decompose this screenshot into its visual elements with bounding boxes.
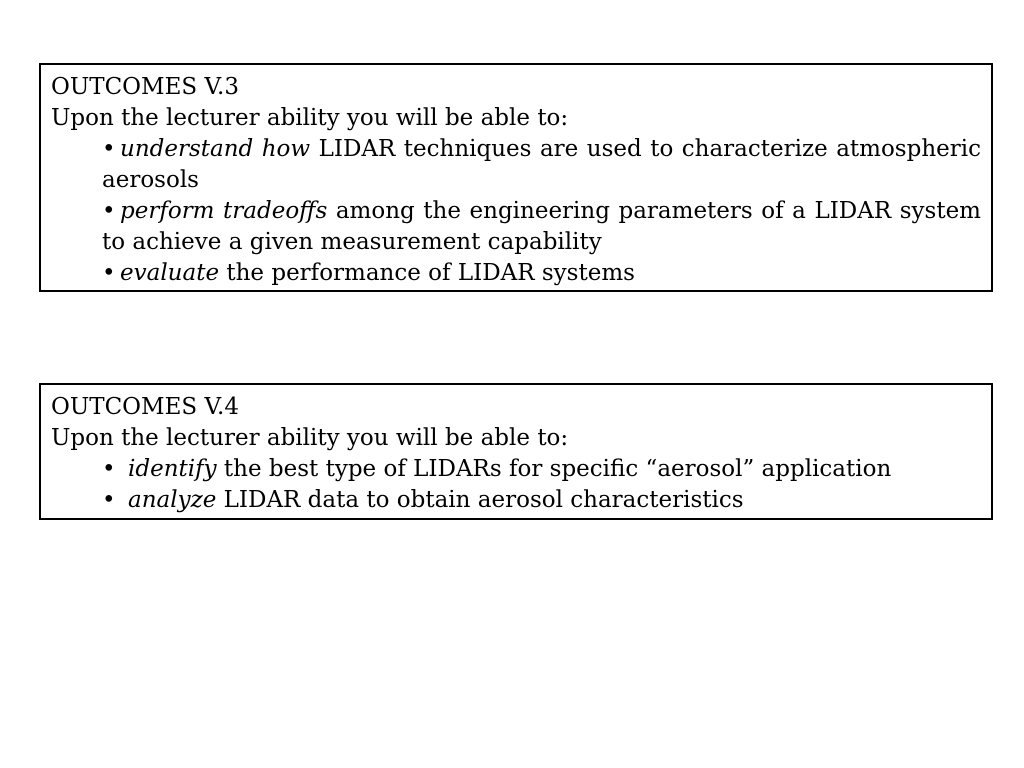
outcomes-v4-item-analyze [102, 485, 981, 516]
outcome-verb: analyze [128, 487, 217, 513]
bullet-marker: • [102, 456, 116, 482]
outcomes-v3-item-evaluate [102, 258, 981, 289]
outcome-text: the performance of LIDAR systems [219, 260, 635, 286]
outcomes-v4-intro: Upon the lecturer ability you will be able to: [51, 425, 569, 451]
bullet-marker: • [102, 487, 116, 513]
outcomes-v4-title: OUTCOMES V.4 [51, 394, 239, 420]
outcome-verb: understand how [120, 136, 311, 162]
outcomes-v3-intro: Upon the lecturer ability you will be able to: [51, 105, 569, 131]
outcomes-v3-item-perform [102, 196, 981, 258]
outcome-text: among the engineering parameters of a LIDAR system to achieve a given measurement capability [102, 198, 981, 255]
outcomes-v4-item-identify [102, 454, 981, 485]
outcomes-v3-list [51, 134, 981, 289]
outcome-text: LIDAR data to obtain aerosol characteristics [216, 487, 744, 513]
outcomes-v4-list [51, 454, 981, 516]
outcomes-v4-box [39, 383, 993, 520]
outcome-text: LIDAR techniques are used to characterize atmospheric aerosols [102, 136, 981, 193]
outcome-verb: perform tradeoffs [120, 198, 328, 224]
bullet-marker: • [102, 260, 116, 286]
outcomes-v3-item-understand [102, 134, 981, 196]
outcome-text: the best type of LIDARs for specific “aerosol” application [216, 456, 892, 482]
bullet-marker: • [102, 136, 116, 162]
outcome-verb: identify [128, 456, 217, 482]
bullet-marker: • [102, 198, 116, 224]
outcomes-v3-box [39, 63, 993, 292]
outcomes-v3-title: OUTCOMES V.3 [51, 74, 239, 100]
outcome-verb: evaluate [120, 260, 220, 286]
